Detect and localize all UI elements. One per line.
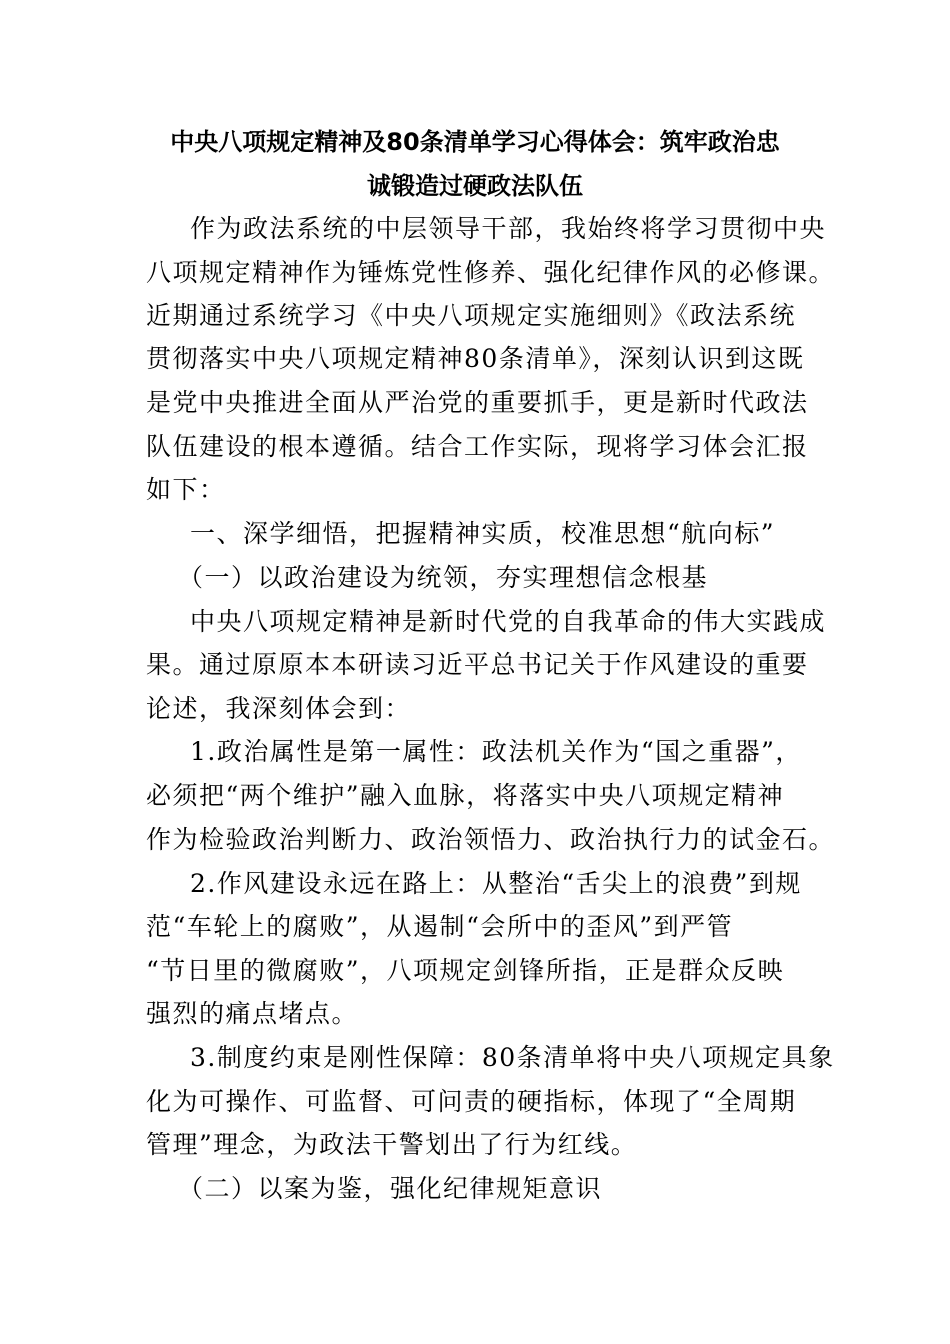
point-1-line: 1.政治属性是第一属性：政法机关作为“国之重器”， (190, 737, 802, 766)
section-1-heading: 一、深学细悟，把握精神实质，校准思想“航向标” (190, 519, 776, 548)
point-3-line: 管理”理念，为政法干警划出了行为红线。 (146, 1130, 638, 1159)
subsection-1-heading: （一）以政治建设为统领，夯实理想信念根基 (178, 563, 709, 592)
point-3-line: 化为可操作、可监督、可问责的硬指标，体现了“全周期 (146, 1087, 797, 1116)
point-2-line: 2.作风建设永远在路上：从整治“舌尖上的浪费”到规 (190, 869, 802, 898)
point-2-line: “节日里的微腐败”，八项规定剑锋所指，正是群众反映 (146, 956, 785, 985)
subsection-1-paragraph-line: 中央八项规定精神是新时代党的自我革命的伟大实践成 (190, 607, 827, 636)
document-title-line-1: 中央八项规定精神及80条清单学习心得体会：筑牢政治忠 (170, 128, 780, 156)
subsection-1-paragraph-line: 论述，我深刻体会到： (146, 694, 412, 723)
intro-paragraph-line: 近期通过系统学习《中央八项规定实施细则》《政法系统 (146, 301, 797, 330)
document-title-line-2: 诚锻造过硬政法队伍 (367, 172, 583, 200)
point-1-line: 作为检验政治判断力、政治领悟力、政治执行力的试金石。 (146, 825, 836, 854)
intro-paragraph-line: 是党中央推进全面从严治党的重要抓手，更是新时代政法 (146, 388, 809, 417)
intro-paragraph-line: 如下： (146, 475, 226, 504)
point-2-line: 范“车轮上的腐败”，从遏制“会所中的歪风”到严管 (146, 912, 734, 941)
subsection-2-heading: （二）以案为鉴，强化纪律规矩意识 (178, 1174, 603, 1203)
intro-paragraph-line: 八项规定精神作为锤炼党性修养、强化纪律作风的必修课。 (146, 258, 836, 287)
intro-paragraph-line: 作为政法系统的中层领导干部，我始终将学习贯彻中央 (190, 214, 827, 243)
intro-paragraph-line: 队伍建设的根本遵循。结合工作实际，现将学习体会汇报 (146, 432, 809, 461)
point-1-line: 必须把“两个维护”融入血脉，将落实中央八项规定精神 (146, 781, 785, 810)
point-2-line: 强烈的痛点堵点。 (146, 999, 359, 1028)
subsection-1-paragraph-line: 果。通过原原本本研读习近平总书记关于作风建设的重要 (146, 650, 809, 679)
point-3-line: 3.制度约束是刚性保障：80条清单将中央八项规定具象 (190, 1043, 835, 1072)
intro-paragraph-line: 贯彻落实中央八项规定精神80条清单》，深刻认识到这既 (146, 344, 805, 373)
